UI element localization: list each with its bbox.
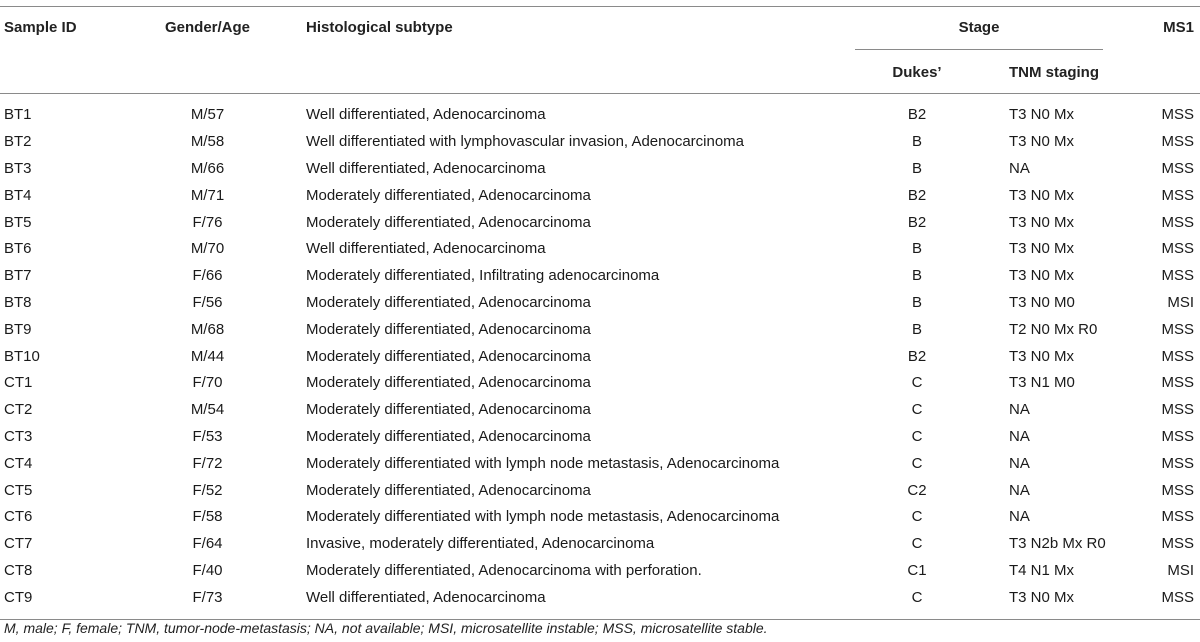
cell-dukes: C (911, 427, 923, 445)
cell-sample-id: BT2 (4, 133, 32, 151)
cell-ms1: MSI (1167, 293, 1194, 311)
cell-tnm-staging: T3 N0 Mx (1009, 347, 1075, 365)
cell-gender-age: F/66 (192, 267, 223, 285)
cell-histological-subtype: Invasive, moderately differentiated, Adenocarcinoma (306, 535, 655, 553)
table-row (0, 93, 1200, 128)
table-row (0, 343, 1200, 370)
cell-dukes: C2 (907, 481, 927, 499)
cell-histological-subtype: Well differentiated, Adenocarcinoma (306, 159, 546, 177)
cell-gender-age: F/58 (192, 508, 223, 526)
cell-tnm-staging: T3 N0 Mx (1009, 186, 1075, 204)
cell-ms1: MSS (1161, 213, 1194, 231)
cell-gender-age: M/68 (190, 320, 225, 338)
cell-histological-subtype: Moderately differentiated, Adenocarcinoma (306, 427, 591, 445)
cell-gender-age: M/54 (190, 401, 225, 419)
cell-sample-id: CT6 (4, 508, 33, 526)
cell-histological-subtype: Well differentiated, Adenocarcinoma (306, 106, 546, 124)
cell-sample-id: CT7 (4, 535, 33, 553)
cell-tnm-staging: T2 N0 Mx R0 (1009, 320, 1098, 338)
cell-gender-age: F/56 (192, 293, 223, 311)
cell-ms1: MSS (1161, 588, 1194, 606)
cell-sample-id: CT2 (4, 401, 33, 419)
cell-dukes: C (911, 588, 923, 606)
cell-dukes: C (911, 374, 923, 392)
table-row (0, 450, 1200, 477)
cell-sample-id: CT3 (4, 427, 33, 445)
table-row (0, 530, 1200, 557)
cell-histological-subtype: Moderately differentiated, Adenocarcinoma (306, 213, 591, 231)
cell-ms1: MSS (1161, 508, 1194, 526)
cell-histological-subtype: Well differentiated with lymphovascular invasion, Adenocarcinoma (306, 133, 745, 151)
header-histological-subtype: Histological subtype (306, 19, 453, 36)
cell-ms1: MSS (1161, 186, 1194, 204)
cell-gender-age: F/52 (192, 481, 223, 499)
cell-tnm-staging: NA (1009, 454, 1030, 472)
cell-ms1: MSS (1161, 347, 1194, 365)
cell-gender-age: F/72 (192, 454, 223, 472)
cell-sample-id: BT7 (4, 267, 32, 285)
cell-dukes: B2 (907, 106, 927, 124)
cell-sample-id: CT9 (4, 588, 33, 606)
cell-ms1: MSS (1161, 320, 1194, 338)
cell-tnm-staging: T3 N0 Mx (1009, 213, 1075, 231)
cell-tnm-staging: NA (1009, 508, 1030, 526)
cell-sample-id: BT4 (4, 186, 32, 204)
table-row (0, 396, 1200, 423)
cell-histological-subtype: Moderately differentiated, Adenocarcinoma (306, 481, 591, 499)
table-row (0, 209, 1200, 236)
cell-tnm-staging: NA (1009, 481, 1030, 499)
cell-tnm-staging: T4 N1 Mx (1009, 561, 1075, 579)
cell-sample-id: CT5 (4, 481, 33, 499)
cell-sample-id: BT1 (4, 106, 32, 124)
cell-sample-id: BT10 (4, 347, 40, 365)
cell-histological-subtype: Well differentiated, Adenocarcinoma (306, 588, 546, 606)
cell-dukes: B2 (907, 186, 927, 204)
cell-gender-age: F/76 (192, 213, 223, 231)
cell-ms1: MSI (1167, 561, 1194, 579)
table-row (0, 423, 1200, 450)
cell-ms1: MSS (1161, 240, 1194, 258)
cell-tnm-staging: T3 N0 M0 (1009, 293, 1075, 311)
header-ms1: MS1 (1163, 19, 1194, 36)
cell-ms1: MSS (1161, 374, 1194, 392)
cell-tnm-staging: T3 N0 Mx (1009, 106, 1075, 124)
cell-dukes: B (911, 133, 922, 151)
cell-dukes: B (911, 320, 922, 338)
cell-dukes: B (911, 240, 922, 258)
cell-ms1: MSS (1161, 427, 1194, 445)
cell-sample-id: BT3 (4, 159, 32, 177)
cell-gender-age: F/64 (192, 535, 223, 553)
cell-ms1: MSS (1161, 535, 1194, 553)
cell-sample-id: CT1 (4, 374, 33, 392)
table-row (0, 289, 1200, 316)
cell-dukes: C (911, 401, 923, 419)
cell-histological-subtype: Well differentiated, Adenocarcinoma (306, 240, 546, 258)
cell-dukes: B2 (907, 213, 927, 231)
header-tnm-staging: TNM staging (1009, 64, 1099, 81)
cell-ms1: MSS (1161, 267, 1194, 285)
table-row (0, 503, 1200, 530)
cell-histological-subtype: Moderately differentiated, Adenocarcinoma (306, 320, 591, 338)
table-row (0, 316, 1200, 343)
cell-sample-id: BT5 (4, 213, 32, 231)
cell-histological-subtype: Moderately differentiated, Adenocarcinoma (306, 186, 591, 204)
cell-sample-id: CT4 (4, 454, 33, 472)
header-dukes: Dukes’ (892, 64, 942, 81)
table-row (0, 557, 1200, 584)
cell-gender-age: M/57 (190, 106, 225, 124)
sample-table (0, 6, 1200, 620)
table-body (0, 93, 1200, 619)
header-sample-id: Sample ID (4, 19, 77, 36)
cell-dukes: C (911, 454, 923, 472)
cell-gender-age: M/71 (190, 186, 225, 204)
cell-ms1: MSS (1161, 159, 1194, 177)
cell-dukes: C (911, 508, 923, 526)
header-gender-age: Gender/Age (164, 19, 251, 36)
table-row (0, 477, 1200, 504)
cell-tnm-staging: T3 N0 Mx (1009, 133, 1075, 151)
cell-ms1: MSS (1161, 133, 1194, 151)
cell-gender-age: M/70 (190, 240, 225, 258)
table-row (0, 155, 1200, 182)
cell-gender-age: F/70 (192, 374, 223, 392)
table-header (0, 7, 1200, 94)
cell-tnm-staging: T3 N0 Mx (1009, 267, 1075, 285)
cell-ms1: MSS (1161, 401, 1194, 419)
cell-gender-age: F/53 (192, 427, 223, 445)
cell-sample-id: BT8 (4, 293, 32, 311)
table-row (0, 262, 1200, 289)
cell-histological-subtype: Moderately differentiated, Adenocarcinoma (306, 347, 591, 365)
cell-ms1: MSS (1161, 454, 1194, 472)
header-stage: Stage (855, 7, 1103, 53)
cell-dukes: B2 (907, 347, 927, 365)
cell-histological-subtype: Moderately differentiated, Adenocarcinoma (306, 374, 591, 392)
cell-tnm-staging: NA (1009, 159, 1030, 177)
cell-tnm-staging: NA (1009, 427, 1030, 445)
cell-tnm-staging: T3 N0 Mx (1009, 588, 1075, 606)
cell-sample-id: BT6 (4, 240, 32, 258)
cell-dukes: C (911, 535, 923, 553)
table-row (0, 128, 1200, 155)
cell-histological-subtype: Moderately differentiated, Adenocarcinoma (306, 293, 591, 311)
cell-gender-age: F/73 (192, 588, 223, 606)
cell-histological-subtype: Moderately differentiated, Infiltrating adenocarcinoma (306, 267, 660, 285)
table-row (0, 235, 1200, 262)
table-row (0, 584, 1200, 619)
cell-ms1: MSS (1161, 481, 1194, 499)
cell-gender-age: F/40 (192, 561, 223, 579)
cell-histological-subtype: Moderately differentiated with lymph node metastasis, Adenocarcinoma (306, 454, 780, 472)
cell-tnm-staging: T3 N0 Mx (1009, 240, 1075, 258)
cell-tnm-staging: T3 N1 M0 (1009, 374, 1075, 392)
cell-tnm-staging: T3 N2b Mx R0 (1009, 535, 1106, 553)
table-row (0, 182, 1200, 209)
cell-dukes: B (911, 267, 922, 285)
cell-gender-age: M/58 (190, 133, 225, 151)
cell-dukes: C1 (907, 561, 927, 579)
cell-histological-subtype: Moderately differentiated with lymph node metastasis, Adenocarcinoma (306, 508, 780, 526)
cell-histological-subtype: Moderately differentiated, Adenocarcinoma (306, 401, 591, 419)
cell-dukes: B (911, 159, 922, 177)
table-footnote: M, male; F, female; TNM, tumor-node-metastasis; NA, not available; MSI, microsatellite instable; MSS, microsatellite stable. (4, 620, 768, 636)
cell-gender-age: M/44 (190, 347, 225, 365)
cell-gender-age: M/66 (190, 159, 225, 177)
cell-tnm-staging: NA (1009, 401, 1030, 419)
cell-ms1: MSS (1161, 106, 1194, 124)
cell-sample-id: CT8 (4, 561, 33, 579)
cell-sample-id: BT9 (4, 320, 32, 338)
table-row (0, 369, 1200, 396)
header-row-primary (0, 7, 1200, 53)
cell-dukes: B (911, 293, 922, 311)
cell-histological-subtype: Moderately differentiated, Adenocarcinoma with perforation. (306, 561, 702, 579)
